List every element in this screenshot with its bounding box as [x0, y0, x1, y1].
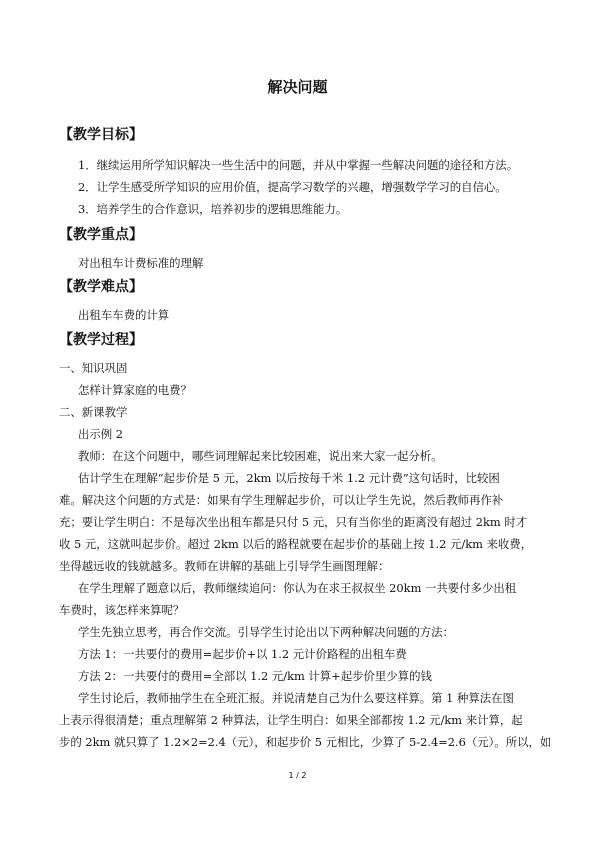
process-line: 充；要让学生明白：不是每次坐出租车都是只付 5 元，只有当你坐的距离没有超过 2km 时才: [59, 515, 528, 529]
process-line: 难。解决这个问题的方式是：如果有学生理解起步价，可以让学生先说，然后教师再作补: [59, 493, 504, 507]
process-line: 二、新课教学: [59, 405, 128, 419]
goal-item-2: 2．让学生感受所学知识的应用价值，提高学习数学的兴趣，增强数学学习的自信心。: [78, 180, 507, 194]
process-line: 收 5 元，这就叫起步价。超过 2km 以后的路程就要在起步价的基础上按 1.2 元/km 来收费，: [59, 537, 533, 551]
process-line: 步的 2km 就只算了 1.2×2=2.4（元），和起步价 5 元相比，少算了 5-2.4=2.6（元）。所以，如: [59, 735, 552, 749]
process-line: 上表示得很清楚；重点理解第 2 种算法，让学生明白：如果全部都按 1.2 元/km 来计算，起: [59, 713, 523, 727]
process-line: 方法 1：一共要付的费用=起步价+以 1.2 元计价路程的出租车费: [78, 647, 407, 661]
process-line: 学生讨论后，教师抽学生在全班汇报。并说清楚自己为什么要这样算。第 1 种算法在图: [78, 691, 514, 705]
heading-teaching-goals: 【教学目标】: [59, 127, 143, 143]
goal-item-3: 3．培养学生的合作意识，培养初步的逻辑思维能力。: [78, 202, 348, 216]
page-number: 1 / 2: [288, 771, 307, 780]
goal-item-1: 1．继续运用所学知识解决一些生活中的问题，并从中掌握一些解决问题的途径和方法。: [78, 158, 519, 172]
heading-difficulties: 【教学难点】: [59, 279, 143, 295]
document-title: 解决问题: [267, 78, 328, 96]
process-line: 坐得越远收的钱就越多。教师在讲解的基础上引导学生画图理解：: [59, 559, 390, 573]
heading-teaching-process: 【教学过程】: [59, 332, 143, 348]
process-line: 在学生理解了题意以后，教师继续追问：你认为在求王叔叔坐 20km 一共要付多少出租: [78, 581, 517, 595]
difficulty-text: 出租车车费的计算: [78, 308, 170, 322]
heading-key-points: 【教学重点】: [59, 227, 143, 243]
process-line: 教师：在这个问题中，哪些词理解起来比较困难，说出来大家一起分析。: [78, 449, 443, 463]
process-line: 出示例 2: [78, 427, 124, 441]
process-line: 估计学生在理解“起步价是 5 元，2km 以后按每千米 1.2 元计费”这句话时，比较困: [78, 471, 500, 485]
process-line: 车费时，该怎样来算呢？: [59, 603, 185, 617]
process-line: 怎样计算家庭的电费？: [78, 383, 192, 397]
process-line: 学生先独立思考，再合作交流。引导学生讨论出以下两种解决问题的方法：: [78, 625, 454, 639]
process-line: 方法 2：一共要付的费用=全部以 1.2 元/km 计算+起步价里少算的钱: [78, 669, 432, 683]
process-line: 一、知识巩固: [59, 361, 128, 375]
key-point-text: 对出租车计费标准的理解: [78, 256, 204, 270]
